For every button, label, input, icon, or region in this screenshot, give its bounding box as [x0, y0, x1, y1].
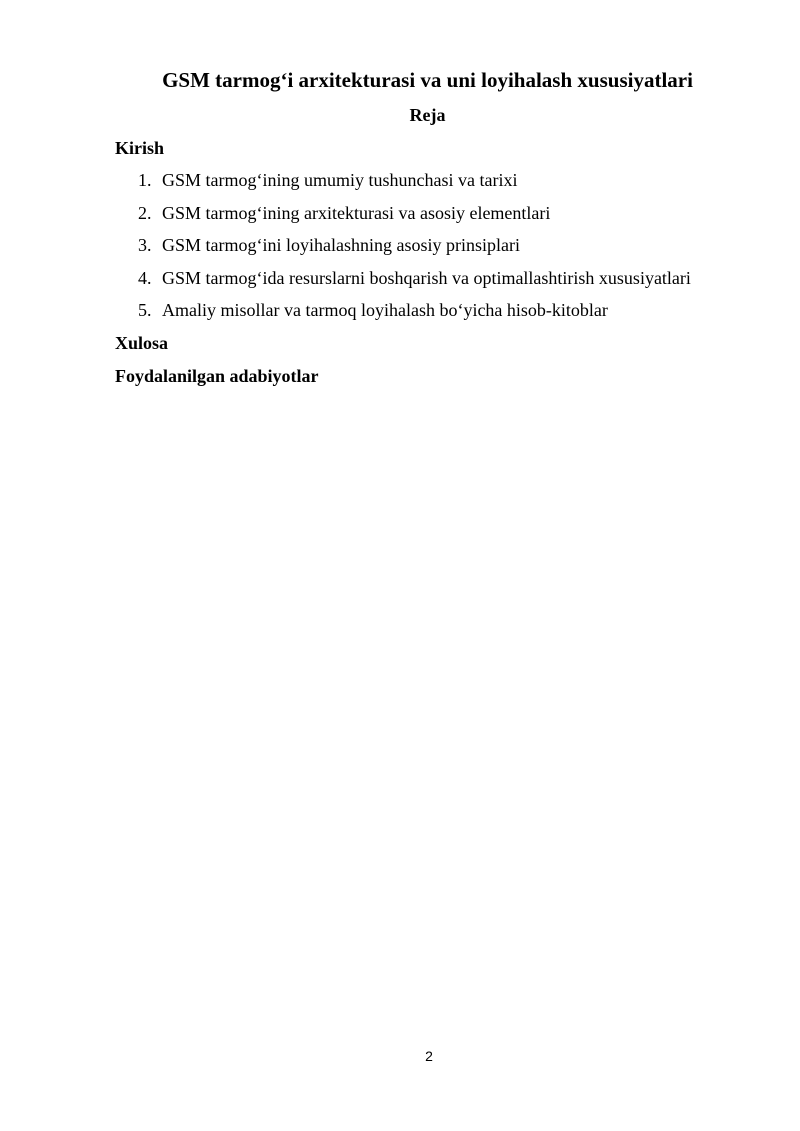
plan-subtitle: Reja — [409, 105, 446, 125]
conclusion-heading: Xulosa — [115, 333, 169, 353]
toc-item-number: 5. — [138, 300, 152, 320]
page-number: 2 — [425, 1048, 433, 1064]
toc-item-5 — [0, 298, 800, 331]
references-heading: Foydalanilgan adabiyotlar — [115, 366, 319, 386]
document-title: GSM tarmog‘i arxitekturasi va uni loyihalash xususiyatlari — [162, 68, 693, 92]
toc-item-text: GSM tarmog‘ining arxitekturasi va asosiy elementlari — [162, 202, 551, 223]
toc-item-text: GSM tarmog‘ining umumiy tushunchasi va tarixi — [162, 170, 518, 190]
toc-item-number: 2. — [138, 202, 152, 223]
toc-item-number: 3. — [138, 235, 152, 255]
toc-item-text: GSM tarmog‘ini loyihalashning asosiy prinsiplari — [162, 235, 520, 255]
toc-item-1 — [0, 168, 800, 201]
toc-item-text: GSM tarmog‘ida resurslarni boshqarish va optimallashtirish xususiyatlari — [162, 267, 691, 288]
table-of-contents — [0, 168, 800, 331]
toc-item-text: Amaliy misollar va tarmoq loyihalash bo‘yicha hisob-kitoblar — [162, 300, 608, 320]
toc-item-2 — [0, 201, 800, 234]
toc-item-4 — [0, 266, 800, 299]
toc-item-number: 1. — [138, 170, 152, 190]
intro-heading: Kirish — [115, 138, 165, 158]
toc-item-3 — [0, 233, 800, 266]
toc-item-number: 4. — [138, 267, 152, 288]
